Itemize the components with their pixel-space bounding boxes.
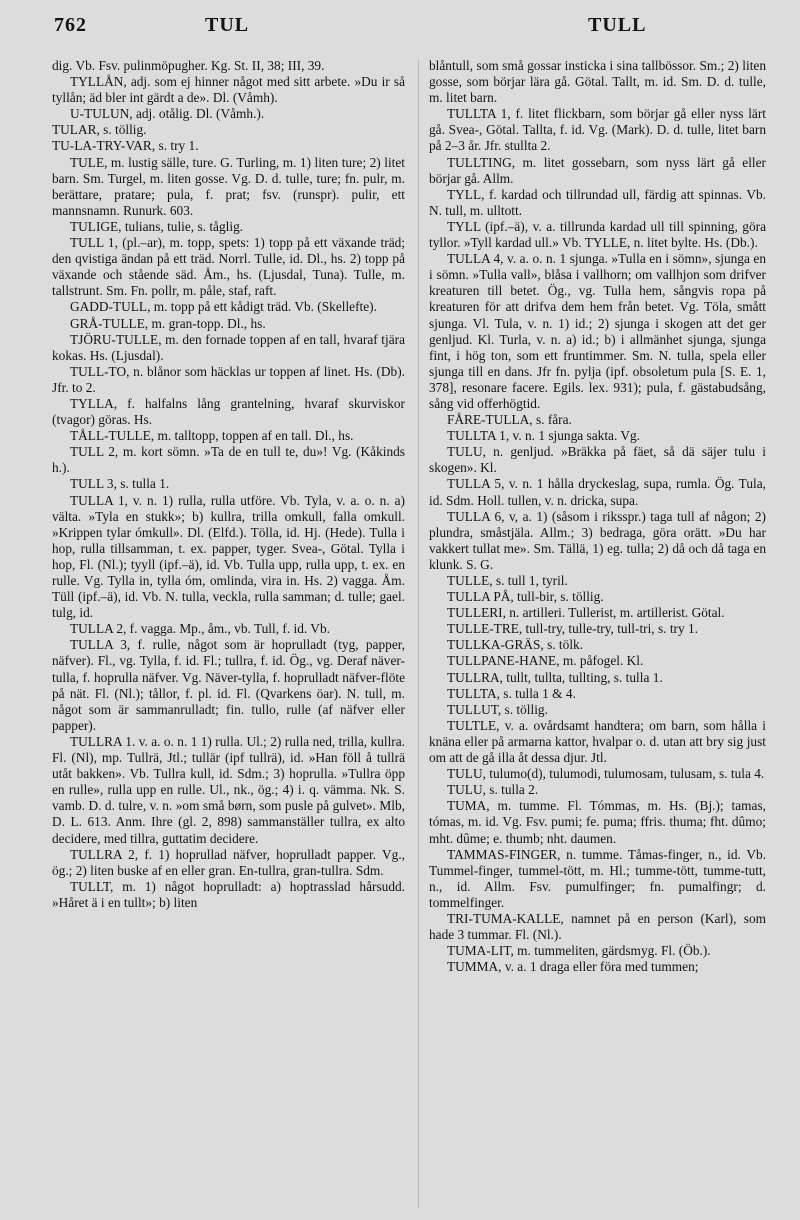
dictionary-entry: TULLRA 1. v. a. o. n. 1 1) rulla. Ul.; 2) rulla ned, trilla, kullra. Fl. (Nl), mp. Tullrä, Jtl.; tullär (ipf tullrä), id. »Han föll å tullrä utåt bakken». Vb. Tullra kull, id. Sdm.; 3) hoprulla. »Tullra öpp en rulle», rulla upp en rulle. Ul., nk., ög.; 4) i. q. vämma. Nk. S. vamb. D. d. tulre, v. n. »om små børn, som pusle på gulvet». Mlb, D. L. 613. Anm. Ihre (gl. 2, 898) sammanställer tullra, ex alto decidere, med tillra, guttatim decidere. xyxy=(52,733,405,846)
dictionary-entry: TULU, tulumo(d), tulumodi, tulumosam, tulusam, s. tula 4. xyxy=(447,766,765,782)
dictionary-entry: TULLTING, m. litet gossebarn, som nyss lärt gå eller börjar gå. Allm. xyxy=(429,154,766,186)
dictionary-entry: TULIGE, tulians, tulie, s. tåglig. xyxy=(70,218,244,234)
dictionary-entry: TÅLL-TULLE, m. talltopp, toppen af en tall. Dl., hs. xyxy=(70,428,354,444)
dictionary-entry: TULLERI, n. artilleri. Tullerist, m. artillerist. Götal. xyxy=(447,605,725,621)
dictionary-entry: TULLRA 2, f. 1) hoprullad näfver, hoprulladt papper. Vg., ög.; 2) liten buske af en eller gran. En-tullra, gran-tullra. Sdm. xyxy=(52,846,405,878)
right-running-head: TULL xyxy=(588,14,647,36)
dictionary-entry: TULLKA-GRÄS, s. tölk. xyxy=(447,637,584,653)
dictionary-entry: TULLE, s. tull 1, tyril. xyxy=(447,573,568,588)
dictionary-entry: TULLTA 1, f. litet flickbarn, som börjar gå eller nyss lärt gå. Svea-, Götal. Tallta, f. id. Vg. (Mark). D. d. tulle, litet barn på 2–3 år. Jfr. stullta 2. xyxy=(429,106,766,154)
dictionary-entry: TUMA-LIT, m. tummeliten, gärdsmyg. Fl. (Öb.). xyxy=(447,943,711,959)
dictionary-entry: TYLL, f. kardad och tillrundad ull, färdig att spinnas. Vb. N. tull, m. ulltott. xyxy=(429,186,766,218)
dictionary-entry: TULLA 6, v, a. 1) (såsom i riksspr.) taga tull af någon; 2) plundra, småstjäla. Allm.; 3) bedraga, göra orätt. »Du har vakkert tullat me». Sm. Tällä, 1) eg. tulla; 2) då och då taga en klunk. S. G. xyxy=(429,508,766,572)
dictionary-entry: TUMMA, v. a. 1 draga eller föra med tummen; xyxy=(447,959,699,975)
left-running-head: TUL xyxy=(205,14,250,36)
dictionary-entry: TULL 3, s. tulla 1. xyxy=(70,476,170,492)
column-divider xyxy=(418,60,419,1208)
dictionary-entry: TULU, n. genljud. »Bräkka på fäet, så dä säjer tulu i skogen». Kl. xyxy=(429,444,766,476)
dictionary-entry: TULLTA 1, v. n. 1 sjunga sakta. Vg. xyxy=(447,428,641,444)
dictionary-entry: TULLTA, s. tulla 1 & 4. xyxy=(447,685,576,701)
dictionary-entry: GRÅ-TULLE, m. gran-topp. Dl., hs. xyxy=(70,315,266,331)
dictionary-entry: TJÖRU-TULLE, m. den fornade toppen af en tall, hvaraf tjära kokas. Hs. (Ljusdal). xyxy=(52,331,405,363)
dictionary-entry: TULAR, s. töllig. xyxy=(52,122,147,138)
dictionary-entry: GADD-TULL, m. topp på ett kådigt träd. Vb. (Skellefte). xyxy=(70,299,377,315)
dictionary-entry: dig. Vb. Fsv. pulinmöpugher. Kg. St. II, 38; III, 39. xyxy=(52,58,325,73)
dictionary-entry: U-TULUN, adj. otålig. Dl. (Våmh.). xyxy=(70,106,265,122)
dictionary-entry: TULE, m. lustig sälle, ture. G. Turling, m. 1) liten ture; 2) litet barn. Sm. Turgel, m. liten gosse. Vg. D. d. tulle, ture; fn. pulr, m. berättare, pratare; pula, f. prat; fsv. (runspr). pulir, ett mannsnamn. Runurk. 603. xyxy=(52,154,405,218)
dictionary-entry: TULU, s. tulla 2. xyxy=(447,782,539,798)
dictionary-entry: TULLRA, tullt, tullta, tullting, s. tulla 1. xyxy=(447,669,663,685)
dictionary-entry: TULLA PÅ, tull-bir, s. töllig. xyxy=(447,589,604,605)
page-number: 762 xyxy=(54,14,87,36)
dictionary-entry: TULTLE, v. a. ovårdsamt handtera; om barn, som hålla i knäna eller på armarna kattor, hvalpar o. d. utan att bry sig just om att de gå illa åt dessa djur. Jtl. xyxy=(429,717,766,766)
dictionary-entry: TULLA 1, v. n. 1) rulla, rulla utföre. Vb. Tyla, v. a. o. n. a) välta. »Tyla en stukk»; b) kullra, trilla omkull, falla omkull. »Krippen tylar ómkull». Dl. (Elfd.). Tölla, id. Hj. (Hede). Tulla i hop, rulla tillsamman, t. ex. papper, tyger. Svea-, Götal. Tylla i hop, Fl. (Nl.); tyyll (ipf.–ä), id. Vb. Tulla upp, rulla upp, t. ex. en rulle. Vg. Tylla in, tylla óm, omlinda, vira in. Hs. 2) vagga. Åm. Tüll (ipf.–ä), id. Vb. N. tulla, veckla, rulla samman; d. tulle; gael. tulg, id. xyxy=(52,492,405,621)
dictionary-entry: TULLUT, s. töllig. xyxy=(447,701,548,717)
dictionary-entry: TULLA 5, v. n. 1 hålla dryckeslag, supa, rumla. Ög. Tula, id. Sdm. Holl. tullen, v. n. dricka, supa. xyxy=(429,476,766,508)
dictionary-entry: TULL 2, m. kort sömn. »Ta de en tull te, du»! Vg. (Kåkinds h.). xyxy=(52,444,405,476)
right-column xyxy=(429,58,766,975)
dictionary-entry: TYLLA, f. halfalns lång grantelning, hvaraf skurviskor (tvagor) göras. Hs. xyxy=(52,395,405,428)
dictionary-entry: TULL-TO, n. blånor som häcklas ur toppen af linet. Hs. (Db). Jfr. to 2. xyxy=(52,363,405,395)
dictionary-entry: TULLA 2, f. vagga. Mp., åm., vb. Tull, f. id. Vb. xyxy=(70,621,330,637)
dictionary-entry: TUMA, m. tumme. Fl. Tómmas, m. Hs. (Bj.); tamas, tómas, m. id. Vg. Fsv. pumi; fe. puma; ffris. thuma; fht. dûmo; mht. dûme; e. thumb; nht. daumen. xyxy=(429,798,766,846)
dictionary-entry: TAMMAS-FINGER, n. tumme. Tåmas-finger, n., id. Vb. Tummel-finger, tummel-tött, m. Hl.; tumme-tött, tumme-tutt, n., id. Allm. Fsv. pumulfinger; fn. pumalfingr; d. tommelfinger. xyxy=(429,846,766,910)
dictionary-entry: TYLL (ipf.–ä), v. a. tillrunda kardad ull till spinning, göra tyllor. »Tyll kardad ull.» Vb. TYLLE, n. litet bylte. Hs. (Db.). xyxy=(429,218,766,251)
dictionary-entry: TULL 1, (pl.–ar), m. topp, spets: 1) topp på ett växande träd; den qvistiga ändan på ett träd. Norrl. Tulle, id. Dl., hs. 2) topp på växande och stående säd. Åm., hs. (Ljusdal, Tuna). Tulle, m. tallstrunt. Sm. Fn. pollr, m. påle, staf, raft. xyxy=(52,235,405,299)
running-header xyxy=(0,14,800,44)
left-column xyxy=(52,58,405,911)
dictionary-entry: TULLPANE-HANE, m. påfogel. Kl. xyxy=(447,653,644,669)
dictionary-entry: TYLLÅN, adj. som ej hinner något med sitt arbete. »Du ir så tyllån; äd bler int gärdt a de». Dl. (Våmh). xyxy=(52,74,405,106)
dictionary-entry: blåntull, som små gossar insticka i sina tallbössor. Sm.; 2) liten gosse, som börjar lära gå. Götal. Tallt, m. id. Sm. D. d. tulle, m. litet barn. xyxy=(429,58,766,106)
dictionary-entry: TULLT, m. 1) något hoprulladt: a) hoptrasslad hårsudd. »Håret ä i en tullt»; b) liten xyxy=(52,878,405,910)
dictionary-entry: TULLE-TRE, tull-try, tulle-try, tull-tri, s. try 1. xyxy=(447,621,699,637)
dictionary-entry: TULLA 4, v. a. o. n. 1 sjunga. »Tulla en i sömn», sjunga en i sömn. »Tulla vall», blåsa i vallhorn; om vallhjon som drifver kreaturen till betet. Ög., vg. Tulla hem, sångvis ropa på kreaturen för att drifva dem hem från betet. Vg. Töla, smått sjunga. Vl. Tula, v. n. 1) id.; 2) sjunga i skogen att det ger genljud. Kl. Turla, v. n. a) id.; b) i allmänhet sjunga, sjunga fint, i hög ton, som ett fruntimmer. Sm. N. tulla, spela eller sjunga till en dans. Jfr fn. pylja (ipf. obsoletum pula [S. E. 1, 378], resonare facere. Egils. lex. 931); pula, f. gästabudsång, sång vid offerhögtid. xyxy=(429,251,766,411)
dictionary-entry: TU-LA-TRY-VAR, s. try 1. xyxy=(52,138,199,154)
dictionary-entry: TRI-TUMA-KALLE, namnet på en person (Karl), som hade 3 tummar. Fl. (Nl.). xyxy=(429,910,766,943)
dictionary-entry: FÅRE-TULLA, s. fåra. xyxy=(447,412,572,428)
dictionary-entry: TULLA 3, f. rulle, något som är hoprulladt (tyg, papper, näfver). Fl., vg. Tylla, f. id. Fl.; tullra, f. id. Ög., vg. Deraf näver-tulla, f. hoprulla näfver. Vg. Näver-tylla, f. hoprulladt näfver-flöte på nät. Fl. (Nl.); tållor, f. pl. id. Fl. (Qvarkens öar). N. tull, m. något som är sammanrulladt; fin. tullo, rulle (af näfver eller papper). xyxy=(52,637,405,733)
